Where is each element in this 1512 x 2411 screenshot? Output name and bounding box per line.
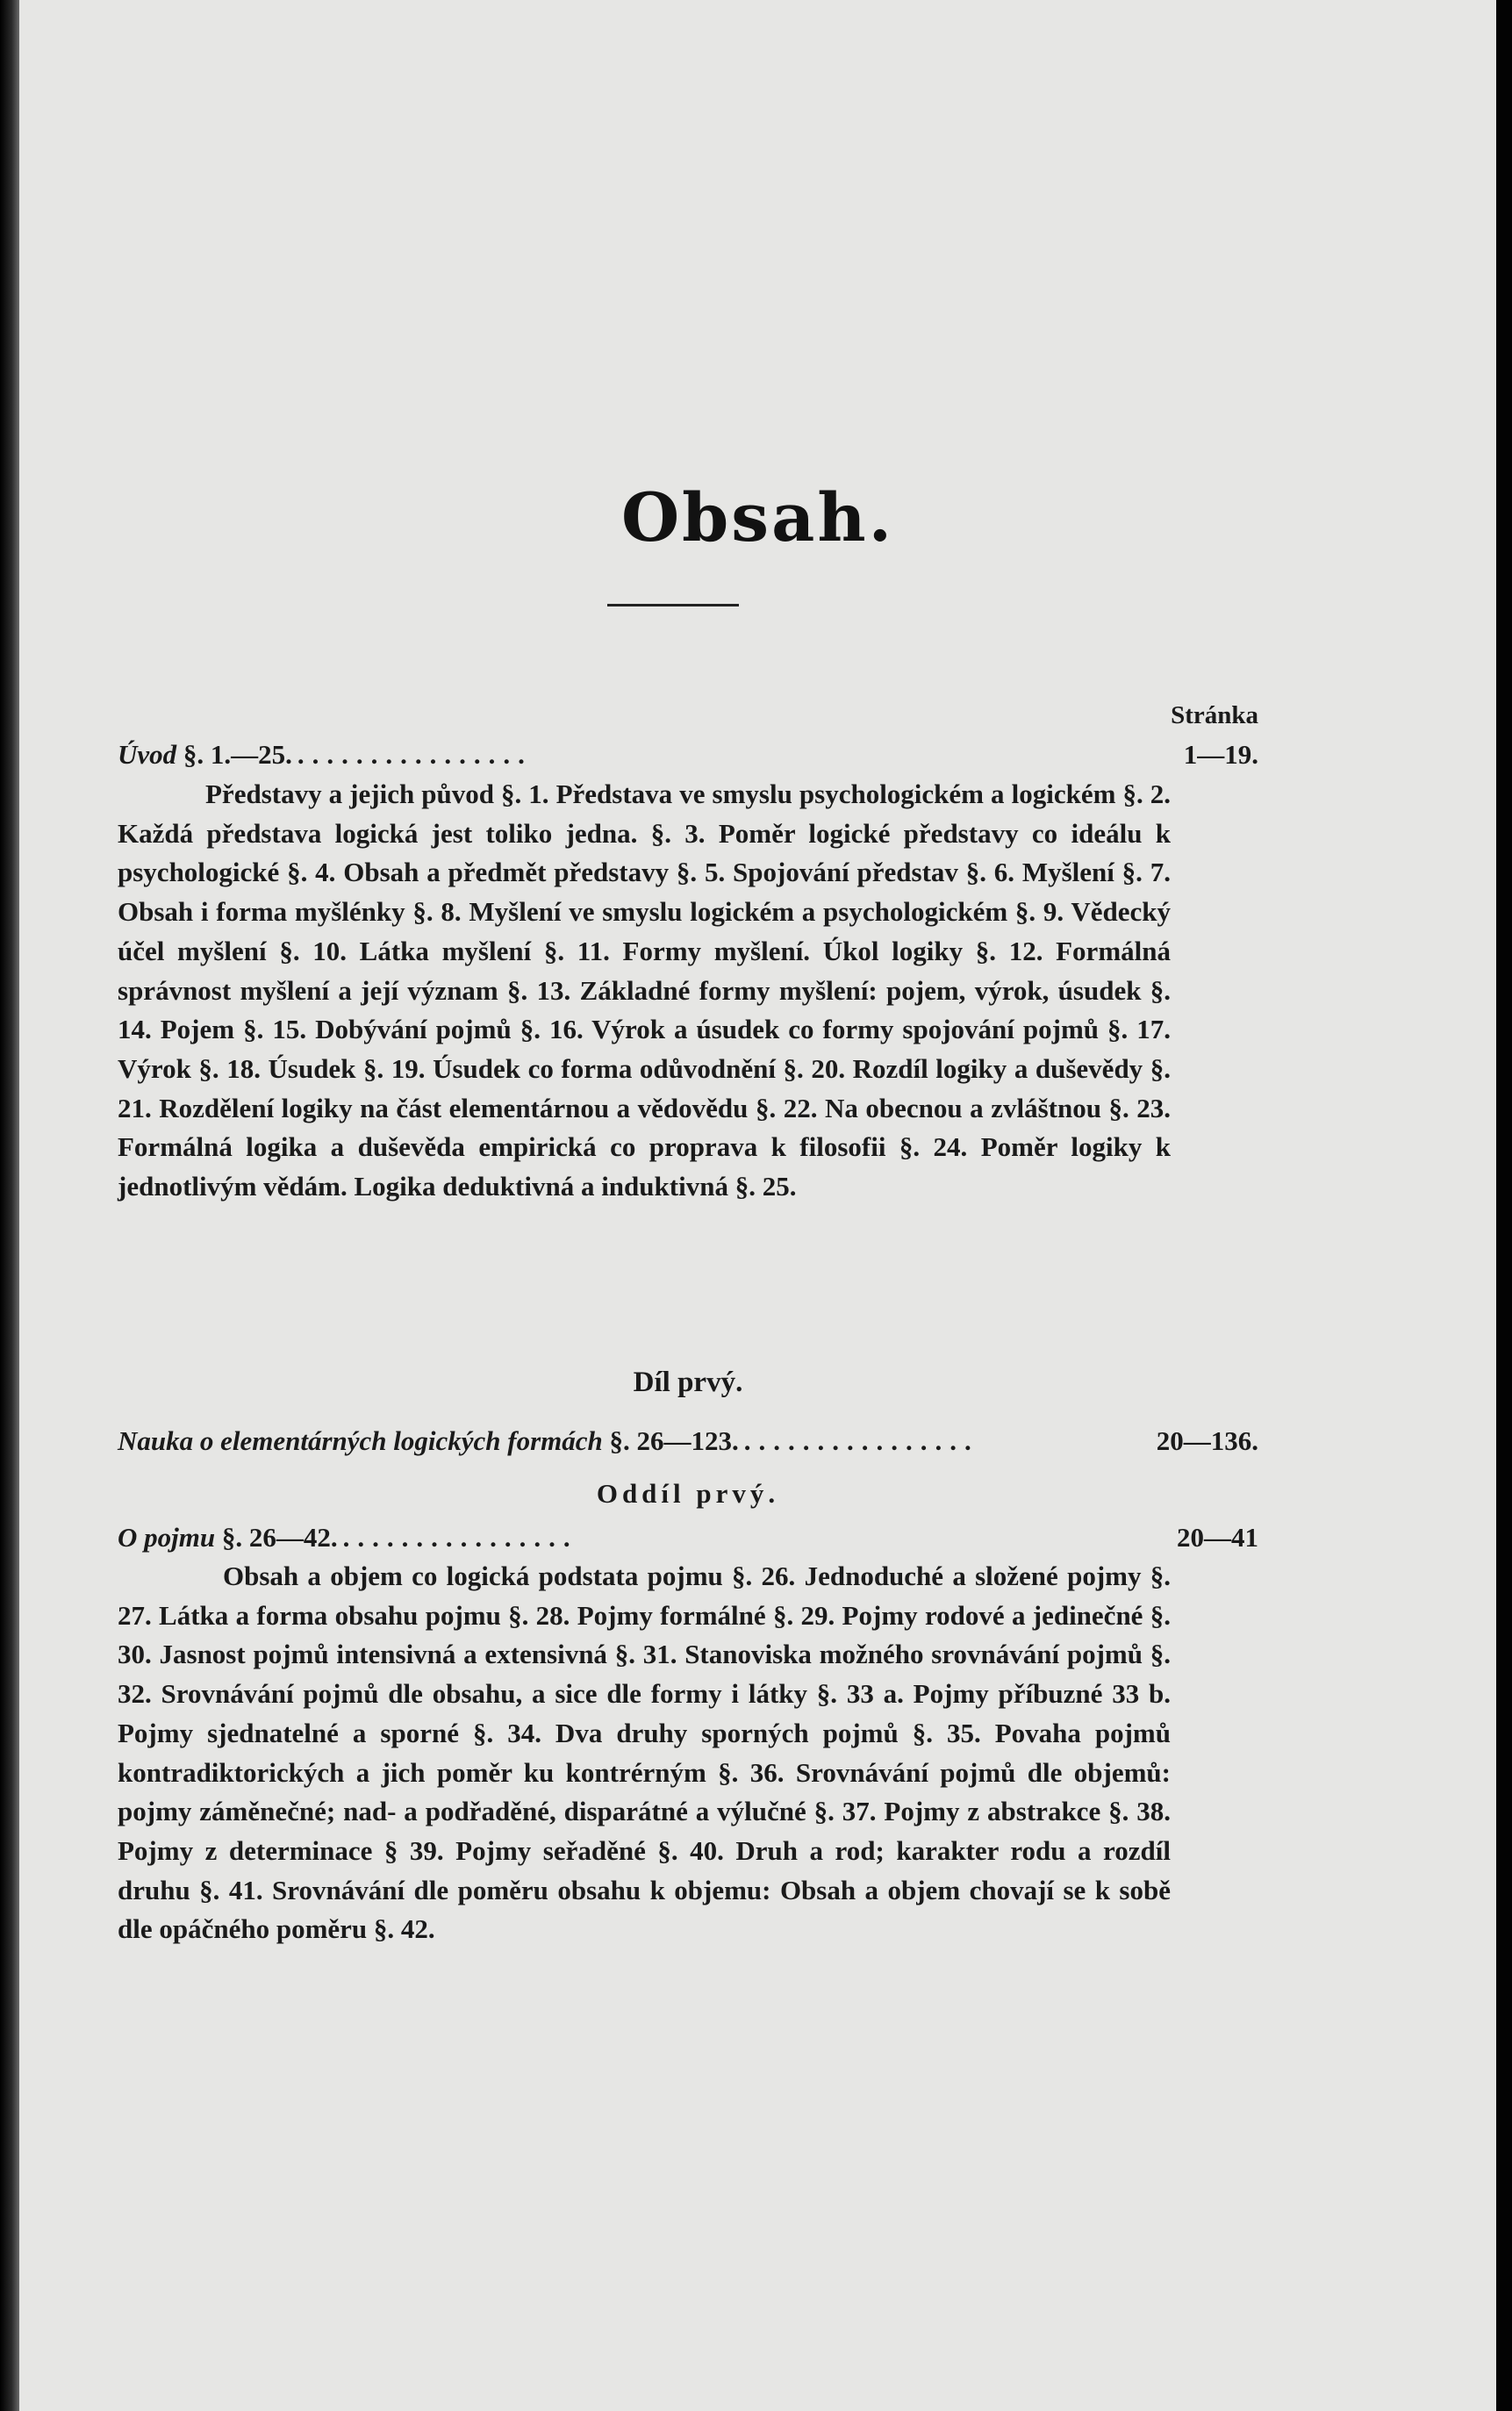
toc-entry-label-range: §. 26—123.: [602, 1425, 739, 1456]
toc-entry-label-range: §. 1.—25.: [176, 739, 292, 770]
dot-leader: ................: [342, 1522, 578, 1553]
toc-entry-label-italic: Nauka o elementárných logických formách: [118, 1425, 603, 1456]
toc-entry-label-italic: O pojmu: [118, 1522, 216, 1553]
toc-entry-label-italic: Úvod: [118, 739, 177, 770]
dot-leader: ................: [743, 1425, 979, 1456]
intro-contents: [118, 775, 1171, 1207]
scan-border: [1496, 0, 1512, 2411]
part-heading: Díl prvý.: [633, 1367, 743, 1398]
page-title: Obsah.: [620, 478, 895, 556]
document-page: [19, 0, 1496, 2411]
dot-leader: ................: [297, 739, 533, 770]
toc-entry-label: [118, 1422, 739, 1461]
toc-entry-pages: 20—136.: [1156, 1425, 1258, 1456]
toc-entry-section-one[interactable]: [118, 1518, 1258, 1558]
toc-entry-part-one[interactable]: [118, 1422, 1258, 1461]
toc-entry-pages: 1—19.: [1183, 739, 1258, 770]
toc-entry-pages: 20—41: [1177, 1522, 1258, 1553]
section-heading: Oddíl prvý.: [596, 1478, 780, 1509]
page-column-label: Stránka: [1171, 701, 1258, 729]
title-divider: [607, 604, 739, 606]
intro-body: Představy a jejich původ §. 1. Představa ve smyslu psychologickém a logickém §. 2. Každá představa logická jest toliko jedna. §. 3. Poměr logické představy co ideálu k psychologické §. 4. Obsah a předmět představy §. 5. Spojování představ §. 6. Myšlení §. 7. Obsah i forma myšlénky §. 8. Myšlení ve smyslu logickém a psychologickém §. 9. Vědecký účel myšlení §. 10. Látka myšlení §. 11. Formy myšlení. Úkol logiky §. 12. Formálná správnost myšlení a její význam §. 13. Základné formy myšlení: pojem, výrok, úsudek §. 14. Pojem §. 15. Dobývání pojmů §. 16. Výrok a úsudek co formy spojování pojmů §. 17. Výrok §. 18. Úsudek §. 19. Úsudek co forma odůvodnění §. 20. Rozdíl logiky a duševědy §. 21. Rozdělení logiky na část elementárnou a vědovědu §. 22. Na obecnou a zvláštnou §. 23. Formálná logika a duševěda empirická co proprava k filosofii §. 24. Poměr logiky k jednotlivým vědám. Logika deduktivná a induktivná §. 25.: [118, 779, 1171, 1202]
section-contents: [118, 1557, 1171, 1949]
toc-entry-label-range: §. 26—42.: [215, 1522, 338, 1553]
toc-entry-label: [118, 1518, 338, 1558]
section-body: Obsah a objem co logická podstata pojmu §. 26. Jednoduché a složené pojmy §. 27. Látka a forma obsahu pojmu §. 28. Pojmy formálné §. 29. Pojmy rodové a jedinečné §. 30. Jasnost pojmů intensivná a extensivná §. 31. Stanoviska možného srovnávání pojmů §. 32. Srovnávání pojmů dle obsahu, a sice dle formy i látky §. 33 a. Pojmy příbuzné 33 b. Pojmy sjednatelné a sporné §. 34. Dva druhy sporných pojmů §. 35. Povaha pojmů kontradiktorických a jich poměr ku kontrérným §. 36. Srovnávání pojmů dle objemů: pojmy záměnečné; nad- a podřaděné, disparátné a výlučné §. 37. Pojmy z abstrakce §. 38. Pojmy z determinace § 39. Pojmy seřaděné §. 40. Druh a rod; karakter rodu a rozdíl druhu §. 41. Srovnávání dle poměru obsahu k objemu: Obsah a objem chovají se k sobě dle opáčného poměru §. 42.: [118, 1561, 1171, 1945]
toc-entry-label: [118, 735, 292, 775]
toc-entry-intro[interactable]: [118, 735, 1258, 775]
page-edge-shadow: [0, 0, 19, 2411]
